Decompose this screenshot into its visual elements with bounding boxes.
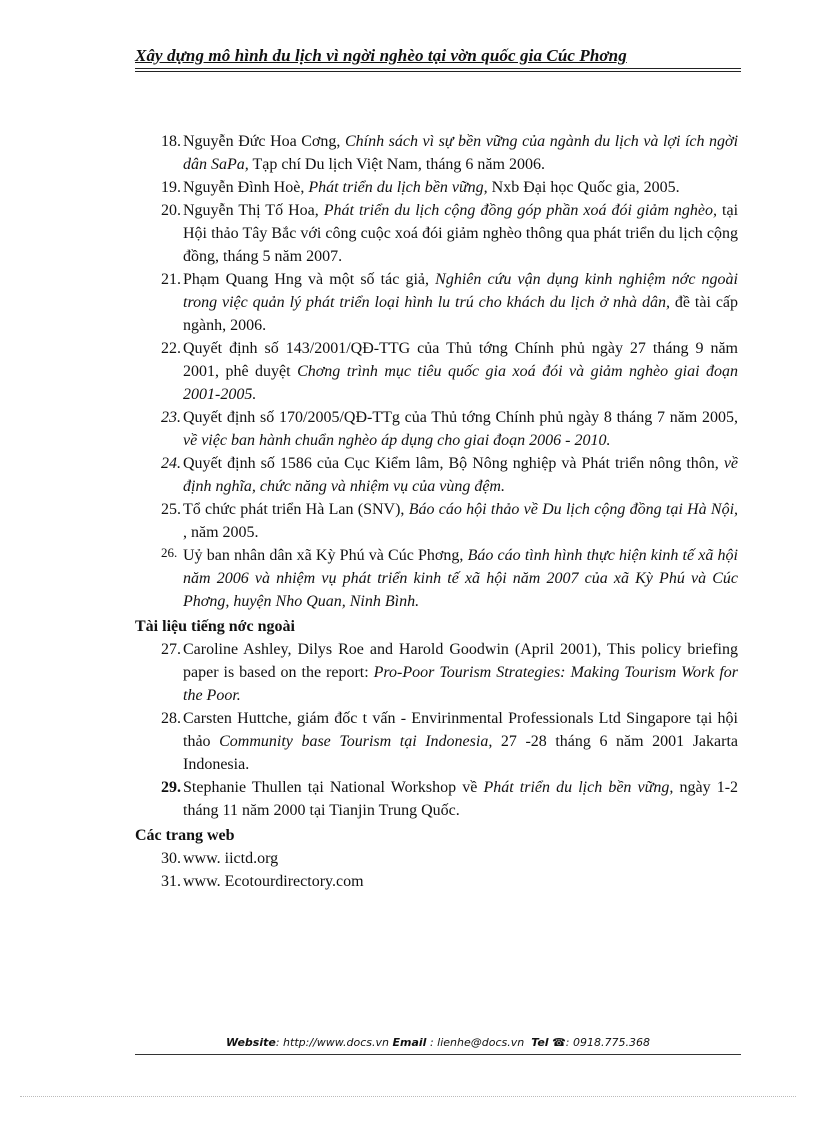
reference-number: 18.: [161, 133, 181, 150]
reference-rest: Nxb Đại học Quốc gia, 2005.: [491, 179, 680, 196]
reference-title: Phát triển du lịch bền vững,: [483, 779, 674, 796]
reference-item: [135, 544, 738, 613]
reference-author: Nguyễn Đình Hoè,: [183, 179, 305, 196]
reference-number: 28.: [161, 710, 181, 727]
footer-website[interactable]: : http://www.docs.vn: [275, 1036, 390, 1049]
footer-tel: : 0918.775.368: [565, 1036, 650, 1049]
reference-author: Quyết định số 1586 của Cục Kiểm lâm, Bộ Nông nghiệp và Phát triển nông thôn,: [183, 455, 719, 472]
reference-item: [135, 268, 738, 337]
reference-item: [135, 707, 738, 776]
reference-title: Chính sách vì sự bền vững của ngành du lịch và lợi ích ngời dân SaPa,: [183, 133, 739, 173]
reference-number: 29.: [161, 779, 181, 796]
reference-item: [135, 176, 738, 199]
reference-title: Phát triển du lịch cộng đồng góp phần xoá đói giảm nghèo,: [323, 202, 717, 219]
reference-list: [135, 130, 738, 893]
reference-number: 31.: [161, 873, 181, 890]
reference-author: Quyết định số 143/2001/QĐ-TTG của Thủ tớng Chính phủ ngày 27 tháng 9 năm 2001, phê duyệt: [183, 340, 738, 380]
reference-item: [135, 638, 738, 707]
web-link[interactable]: www. iictd.org: [183, 850, 279, 867]
reference-author: Caroline Ashley, Dilys Roe and Harold Goodwin (April 2001), This policy briefing paper is based on the report:: [183, 641, 738, 681]
reference-title: về việc ban hành chuẩn nghèo áp dụng cho giai đoạn 2006 - 2010.: [183, 432, 611, 449]
reference-rest: Tạp chí Du lịch Việt Nam, tháng 6 năm 2006.: [252, 156, 545, 173]
section-heading-foreign: Tài liệu tiếng nớc ngoài: [135, 618, 295, 635]
reference-title: Nghiên cứu vận dụng kinh nghiệm nớc ngoài trong việc quản lý phát triển loại hình lu trú cho khách du lịch ở nhà dân,: [183, 271, 739, 311]
reference-item: [135, 406, 738, 452]
header-rule: [135, 68, 741, 69]
reference-author: Uỷ ban nhân dân xã Kỳ Phú và Cúc Phơng,: [183, 547, 464, 564]
footer-tel-label: Tel: [531, 1036, 549, 1049]
page-bottom-divider: [20, 1096, 796, 1097]
reference-number: 24.: [161, 455, 181, 472]
reference-item: [135, 337, 738, 406]
footer-website-label: Website: [226, 1036, 276, 1049]
reference-title: Chơng trình mục tiêu quốc gia xoá đói và giảm nghèo giai đoạn 2001-2005.: [183, 363, 738, 403]
reference-item: [135, 776, 738, 822]
reference-rest: , năm 2005.: [183, 524, 259, 541]
reference-title: Báo cáo tình hình thực hiện kinh tế xã hội năm 2006 và nhiệm vụ phát triển kinh tế xã hội năm 2007 của xã Kỳ Phú và Cúc Phơng, huyện Nho Quan, Ninh Bình.: [183, 547, 739, 610]
footer-email[interactable]: : lienhe@docs.vn: [426, 1036, 525, 1049]
reference-rest: 27 -28 tháng 6 năm 2001 Jakarta Indonesia.: [183, 733, 739, 773]
reference-number: 22.: [161, 340, 181, 357]
footer-rule: [135, 1054, 741, 1055]
phone-icon: ☎: [552, 1036, 566, 1049]
reference-number: 26.: [161, 545, 178, 560]
reference-author: Nguyễn Thị Tố Hoa,: [183, 202, 319, 219]
page-header-title: Xây dựng mô hình du lịch vì ngời nghèo tại vờn quốc gia Cúc Phơng: [135, 46, 627, 65]
reference-author: Phạm Quang Hng và một số tác giả,: [183, 271, 430, 288]
reference-author: Carsten Huttche, giám đốc t vấn - Envirinmental Professionals Ltd Singapore tại hội thảo: [183, 710, 738, 750]
reference-item: [135, 847, 738, 870]
reference-number: 25.: [161, 501, 181, 518]
reference-item: [135, 452, 738, 498]
reference-author: Tổ chức phát triển Hà Lan (SNV),: [183, 501, 405, 518]
reference-item: [135, 199, 738, 268]
footer-email-label: Email: [392, 1036, 427, 1049]
reference-author: Stephanie Thullen tại National Workshop về: [183, 779, 478, 796]
page-footer: [135, 1036, 741, 1049]
reference-title: Community base Tourism tại Indonesia,: [219, 733, 493, 750]
reference-title: Báo cáo hội thảo về Du lịch cộng đồng tại Hà Nội,: [408, 501, 739, 518]
reference-number: 30.: [161, 850, 181, 867]
header-rule-thin: [135, 71, 741, 72]
reference-number: 20.: [161, 202, 181, 219]
reference-rest: ngày 1-2 tháng 11 năm 2000 tại Tianjin Trung Quốc.: [183, 779, 739, 819]
reference-item: [135, 130, 738, 176]
reference-item: [135, 498, 738, 544]
reference-number: 27.: [161, 641, 181, 658]
reference-number: 23.: [161, 409, 181, 426]
reference-title: về định nghĩa, chức năng và nhiệm vụ của vùng đệm.: [183, 455, 739, 495]
reference-rest: đề tài cấp ngành, 2006.: [183, 294, 739, 334]
reference-item: [135, 870, 738, 893]
web-link[interactable]: www. Ecotourdirectory.com: [183, 873, 364, 890]
reference-title: Pro-Poor Tourism Strategies: Making Tourism Work for the Poor.: [183, 664, 739, 704]
reference-author: Nguyễn Đức Hoa Cơng,: [183, 133, 341, 150]
section-heading-web: Các trang web: [135, 827, 235, 844]
reference-number: 19.: [161, 179, 181, 196]
reference-author: Quyết định số 170/2005/QĐ-TTg của Thủ tớng Chính phủ ngày 8 tháng 7 năm 2005,: [183, 409, 738, 426]
reference-rest: tại Hội thảo Tây Bắc với công cuộc xoá đói giảm nghèo thông qua phát triển du lịch cộng đồng, tháng 5 năm 2007.: [183, 202, 739, 265]
reference-title: Phát triển du lịch bền vững,: [308, 179, 488, 196]
reference-number: 21.: [161, 271, 181, 288]
